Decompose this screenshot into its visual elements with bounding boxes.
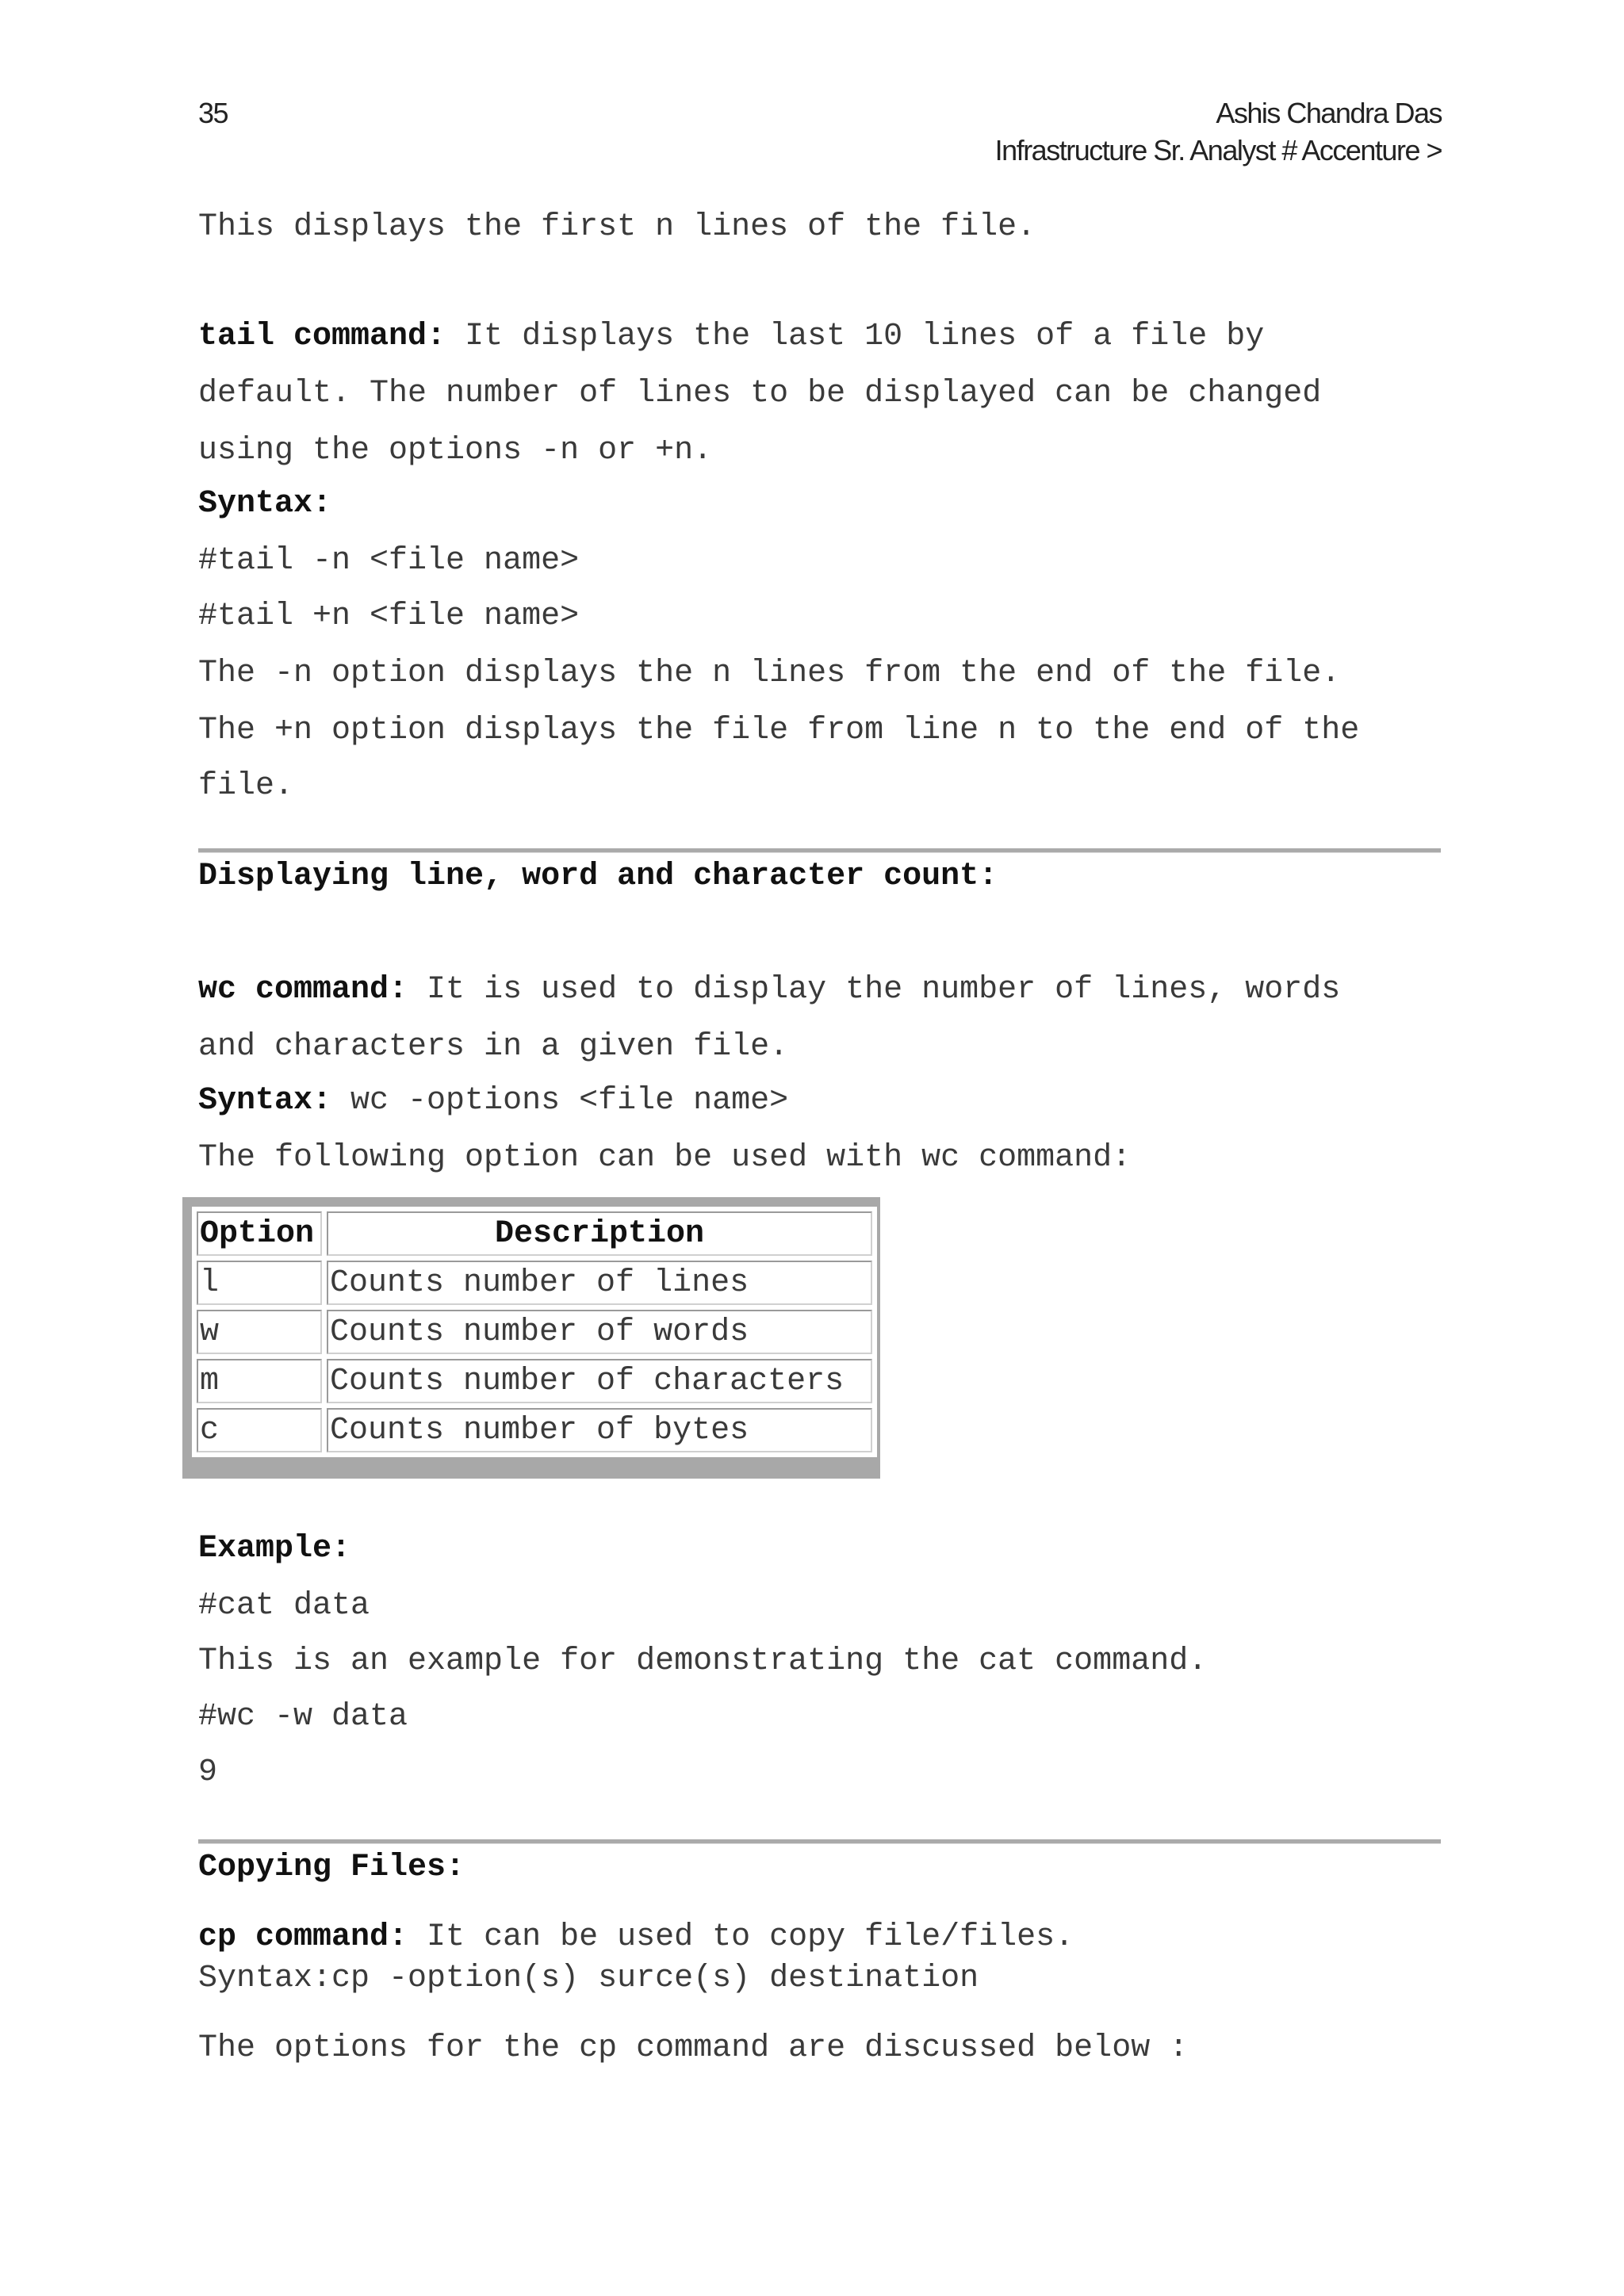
table-header-description: Description [327,1211,872,1256]
tail-note-2: The +n option displays the file from line n to the end of the [198,713,1360,748]
tail-syntax-1: #tail -n <file name> [198,543,580,579]
table-cell-option: w [197,1310,322,1354]
table-cell-description: Counts number of lines [327,1261,872,1305]
wc-syntax-label: Syntax: [198,1083,332,1119]
tail-term: tail command: [198,319,446,354]
tail-desc-line-3: using the options -n or +n. [198,433,713,469]
section-divider-1 [198,848,1441,853]
cp-desc: It can be used to copy file/files. [408,1919,1074,1955]
wc-desc-line-1 [198,971,1340,1009]
tail-desc-line-1 [198,318,1264,356]
wc-desc-1: It is used to display the number of lines, words [408,972,1341,1008]
example-label [198,1530,350,1568]
table-cell-description: Counts number of characters [327,1359,872,1403]
cp-term: cp command: [198,1919,408,1955]
wc-syntax-value: wc -options <file name> [331,1083,789,1119]
wc-term: wc command: [198,972,408,1008]
head-intro: This displays the first n lines of the file. [198,209,1036,245]
wc-options-table-frame [182,1197,880,1479]
header-role: Infrastructure Sr. Analyst # Accenture > [994,134,1442,166]
tail-desc-1: It displays the last 10 lines of a file by [446,319,1265,354]
tail-syntax-2: #tail +n <file name> [198,599,580,634]
cp-syntax: Syntax:cp -option(s) surce(s) destination [198,1961,979,1996]
wc-desc-line-2: and characters in a given file. [198,1029,789,1065]
cp-desc-line [198,1919,1074,1957]
cp-heading-text: Copying Files: [198,1850,465,1885]
page-number: 35 [198,97,228,129]
wc-options-intro: The following option can be used with wc command: [198,1140,1132,1176]
wc-heading-text: Displaying line, word and character count: [198,859,998,894]
cp-options-intro: The options for the cp command are discussed below : [198,2030,1189,2066]
table-cell-option: c [197,1408,322,1452]
tail-syntax-label-text: Syntax: [198,486,332,522]
table-row [197,1359,872,1403]
example-label-text: Example: [198,1531,351,1567]
example-line: This is an example for demonstrating the cat command. [198,1644,1208,1679]
table-header-option: Option [197,1211,322,1256]
wc-heading [198,858,998,896]
example-line: 9 [198,1755,218,1790]
tail-note-3: file. [198,768,294,804]
example-line: #wc -w data [198,1699,408,1735]
section-divider-2 [198,1839,1441,1844]
cp-heading [198,1849,465,1887]
table-cell-option: l [197,1261,322,1305]
table-row [197,1408,872,1452]
table-row [197,1261,872,1305]
table-row [197,1310,872,1354]
table-cell-option: m [197,1359,322,1403]
tail-desc-line-2: default. The number of lines to be displayed can be changed [198,376,1322,411]
example-line: #cat data [198,1588,370,1624]
header-author: Ashis Chandra Das [1216,97,1442,129]
table-header-row [197,1211,872,1256]
table-cell-description: Counts number of words [327,1310,872,1354]
table-cell-description: Counts number of bytes [327,1408,872,1452]
tail-note-1: The -n option displays the n lines from the end of the file. [198,656,1341,691]
wc-syntax-line [198,1082,788,1120]
wc-options-table [192,1207,877,1457]
tail-syntax-label [198,485,331,523]
